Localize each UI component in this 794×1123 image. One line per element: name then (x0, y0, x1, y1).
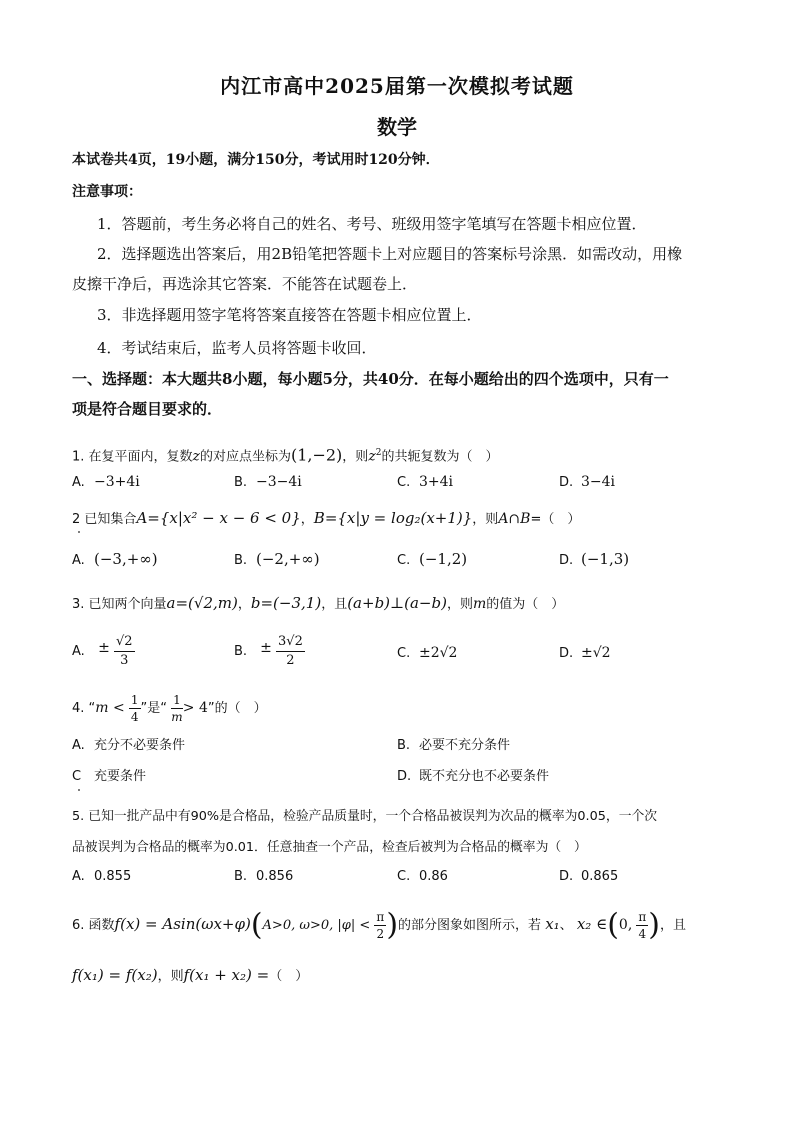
q1-option-a[interactable]: A. −3+4i (72, 474, 140, 490)
q3-option-c[interactable]: C. ±2√2 (397, 645, 458, 661)
q5-option-d[interactable]: D. 0.865 (559, 869, 619, 884)
fraction-1-over-4: $\frac{1}{4}$ (130, 693, 139, 724)
q5-option-c[interactable]: C. 0.86 (397, 869, 448, 884)
fraction-sqrt2-over-3: $\frac{√2}{3}$ (116, 634, 133, 668)
section-heading-line2: 项是符合题目要求的． (72, 400, 223, 418)
question-4-stem: 4. “m < $\frac{1}{4}$ ”是“ $\frac{1}{m}$ > 4”的（ ） (72, 693, 267, 724)
question-1-stem: 1. 在复平面内，复数z的对应点坐标为(1,−2)，则$z^2$的共轭复数为（ ） (72, 445, 499, 465)
q2-option-c[interactable]: C. (−1,2) (397, 550, 468, 568)
q4-option-c[interactable]: C 充要条件 (72, 769, 147, 784)
print-dot (78, 789, 80, 791)
q1-option-b[interactable]: B. −3−4i (234, 474, 302, 490)
fraction-pi-over-2: $\frac{\pi}{2}$ (376, 910, 385, 941)
exam-intro: 本试卷共4页，19小题，满分150分，考试用时120分钟． (72, 152, 440, 168)
q4-option-d[interactable]: D. 既不充分也不必要条件 (397, 769, 550, 784)
question-5-stem-line2: 品被误判为合格品的概率为0.01．任意抽查一个产品，检查后被判为合格品的概率为（ ） (72, 840, 587, 855)
q3-option-a[interactable]: A. ± $\frac{√2}{3}$ (72, 634, 133, 668)
q2-option-d[interactable]: D. (−1,3) (559, 550, 630, 568)
subject-title: 数学 (377, 115, 417, 139)
q4-option-a[interactable]: A. 充分不必要条件 (72, 738, 186, 753)
q5-option-b[interactable]: B. 0.856 (234, 869, 294, 884)
q3-option-b[interactable]: B. ± $\frac{3√2}{2}$ (234, 634, 303, 668)
q1-option-c[interactable]: C. 3+4i (397, 474, 454, 490)
question-5-stem-line1: 5. 已知一批产品中有90%是合格品，检验产品质量时，一个合格品被误判为次品的概率为0.05，一个次 (72, 809, 658, 824)
notes-heading: 注意事项： (72, 184, 142, 200)
question-2-stem: 2 已知集合A={x|x² − x − 6 < 0}，B={x|y = log₂(x+1)}，则A∩B=（ ） (72, 509, 581, 527)
q4-option-b[interactable]: B. 必要不充分条件 (397, 738, 511, 753)
fraction-1-over-m: $\frac{1}{m}$ (171, 693, 183, 724)
fraction-3sqrt2-over-2: $\frac{3√2}{2}$ (278, 634, 303, 668)
question-6-stem-line2: f(x₁) = f(x₂)，则f(x₁ + x₂) =（ ） (72, 966, 309, 984)
q1-option-d[interactable]: D. 3−4i (559, 474, 616, 490)
note-item-2-cont: 皮擦干净后，再选涂其它答案．不能答在试题卷上． (72, 275, 418, 293)
exam-title: 内江市高中2025届第一次模拟考试题 (220, 74, 574, 98)
note-item-3: 3．非选择题用签字笔将答案直接答在答题卡相应位置上． (97, 306, 482, 324)
note-item-4: 4．考试结束后，监考人员将答题卡收回． (97, 339, 377, 357)
q5-option-a[interactable]: A. 0.855 (72, 869, 132, 884)
q2-option-b[interactable]: B. (−2,+∞) (234, 550, 320, 568)
q3-option-d[interactable]: D. ±√2 (559, 645, 611, 661)
print-dot (78, 531, 80, 533)
fraction-pi-over-4: $\frac{\pi}{4}$ (638, 910, 647, 941)
note-item-2: 2．选择题选出答案后，用2B铅笔把答题卡上对应题目的答案标号涂黑．如需改动，用橡 (97, 245, 683, 263)
section-heading-line1: 一、选择题：本大题共8小题，每小题5分，共40分．在每小题给出的四个选项中，只有一 (72, 370, 669, 388)
question-3-stem: 3. 已知两个向量a=(√2,m)，b=(−3,1)，且(a+b)⊥(a−b)，则m的值为（ ） (72, 594, 565, 612)
q2-option-a[interactable]: A. (−3,+∞) (72, 550, 158, 568)
question-6-stem-line1: 6. 函数f(x) = Asin(ωx+φ)(A>0, ω>0, |φ| < $\frac{\pi}{2}$ )的部分图象如图所示，若 x₁、 x₂ ∈(0, $\frac{\pi}{4}$ )，且 (72, 907, 687, 943)
note-item-1: 1．答题前，考生务必将自己的姓名、考号、班级用签字笔填写在答题卡相应位置． (97, 215, 647, 233)
